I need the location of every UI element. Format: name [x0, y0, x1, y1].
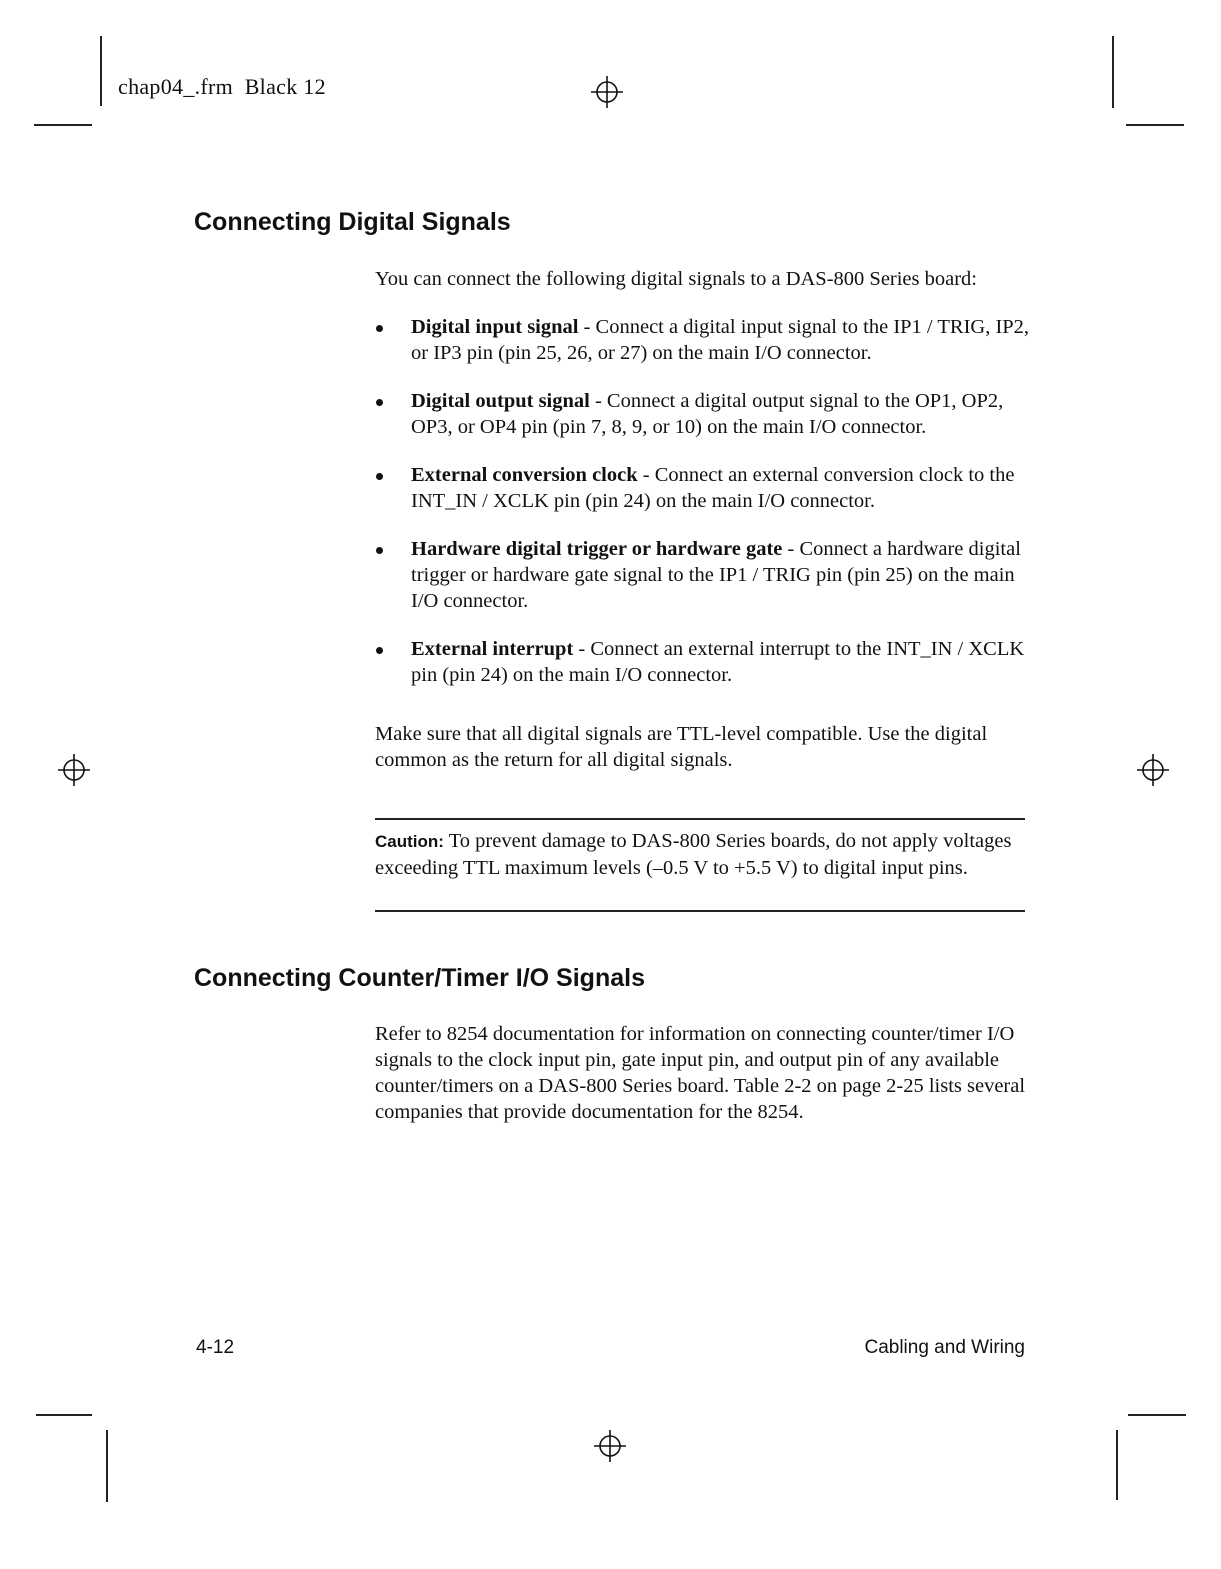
list-item — [375, 388, 1035, 440]
registration-mark-bottom-icon — [592, 1428, 628, 1464]
bullet-icon — [376, 647, 383, 654]
crop-mark-bottom-left-vertical — [106, 1430, 108, 1502]
list-item — [375, 636, 1035, 688]
crop-mark-bottom-right-vertical — [1116, 1430, 1118, 1500]
registration-mark-left-icon — [56, 752, 92, 788]
crop-mark-bottom-left-horizontal — [36, 1414, 92, 1416]
digital-signals-intro: You can connect the following digital signals to a DAS-800 Series board: — [375, 268, 978, 290]
caution-text: To prevent damage to DAS-800 Series boards, do not apply voltages exceeding TTL maximum levels (–0.5 V to +5.5 V) to digital input pins. — [375, 830, 1012, 879]
bullet-term: External interrupt — [411, 638, 574, 660]
chapter-title: Cabling and Wiring — [864, 1337, 1025, 1358]
bullet-icon — [376, 399, 383, 406]
bullet-icon — [376, 473, 383, 480]
caution-top-rule — [375, 818, 1025, 820]
bullet-text: - Connect an external conversion clock to the INT_IN / XCLK pin (pin 24) on the main I/O connector. — [411, 464, 1015, 512]
caution-label: Caution: — [375, 832, 444, 851]
page-number: 4-12 — [196, 1337, 235, 1358]
bullet-term: External conversion clock — [411, 464, 638, 486]
section-title-counter-timer: Connecting Counter/Timer I/O Signals — [194, 964, 645, 992]
list-item — [375, 462, 1035, 514]
bullet-icon — [376, 547, 383, 554]
ttl-compatibility-note: Make sure that all digital signals are TTL-level compatible. Use the digital common as the return for all digital signals. — [375, 723, 988, 771]
list-item — [375, 314, 1035, 366]
caution-note — [375, 828, 1015, 881]
registration-mark-right-icon — [1135, 752, 1171, 788]
counter-timer-body: Refer to 8254 documentation for information on connecting counter/timer I/O signals to the clock input pin, gate input pin, and output pin of any available counter/timers on a DAS-800 Series board. Table 2-2 on page 2-25 lists several companies that provide documentation for the 8254. — [375, 1023, 1026, 1123]
bullet-text: - Connect a digital output signal to the OP1, OP2, OP3, or OP4 pin (pin 7, 8, 9, or 10) on the main I/O connector. — [411, 390, 1004, 438]
bullet-term: Digital output signal — [411, 390, 590, 412]
section-title-digital-signals: Connecting Digital Signals — [194, 208, 511, 236]
bullet-icon — [376, 325, 383, 332]
digital-signal-list — [375, 314, 1035, 688]
crop-mark-top-left-vertical — [100, 36, 102, 106]
bullet-term: Digital input signal — [411, 316, 579, 338]
bullet-text: - Connect an external interrupt to the INT_IN / XCLK pin (pin 24) on the main I/O connector. — [411, 638, 1025, 686]
bullet-term: Hardware digital trigger or hardware gate — [411, 538, 783, 560]
list-item — [375, 536, 1035, 614]
crop-mark-bottom-right-horizontal — [1128, 1414, 1186, 1416]
bullet-text: - Connect a digital input signal to the IP1 / TRIG, IP2, or IP3 pin (pin 25, 26, or 27) on the main I/O connector. — [411, 316, 1030, 364]
file-slug-label: chap04_.frm Black 12 — [118, 74, 326, 99]
crop-mark-top-right-horizontal — [1126, 124, 1184, 126]
caution-bottom-rule — [375, 910, 1025, 912]
crop-mark-top-right-vertical — [1112, 36, 1114, 108]
registration-mark-top-icon — [589, 74, 625, 110]
crop-mark-top-left-horizontal — [34, 124, 92, 126]
bullet-text: - Connect a hardware digital trigger or hardware gate signal to the IP1 / TRIG pin (pin 25) on the main I/O connector. — [411, 538, 1021, 612]
